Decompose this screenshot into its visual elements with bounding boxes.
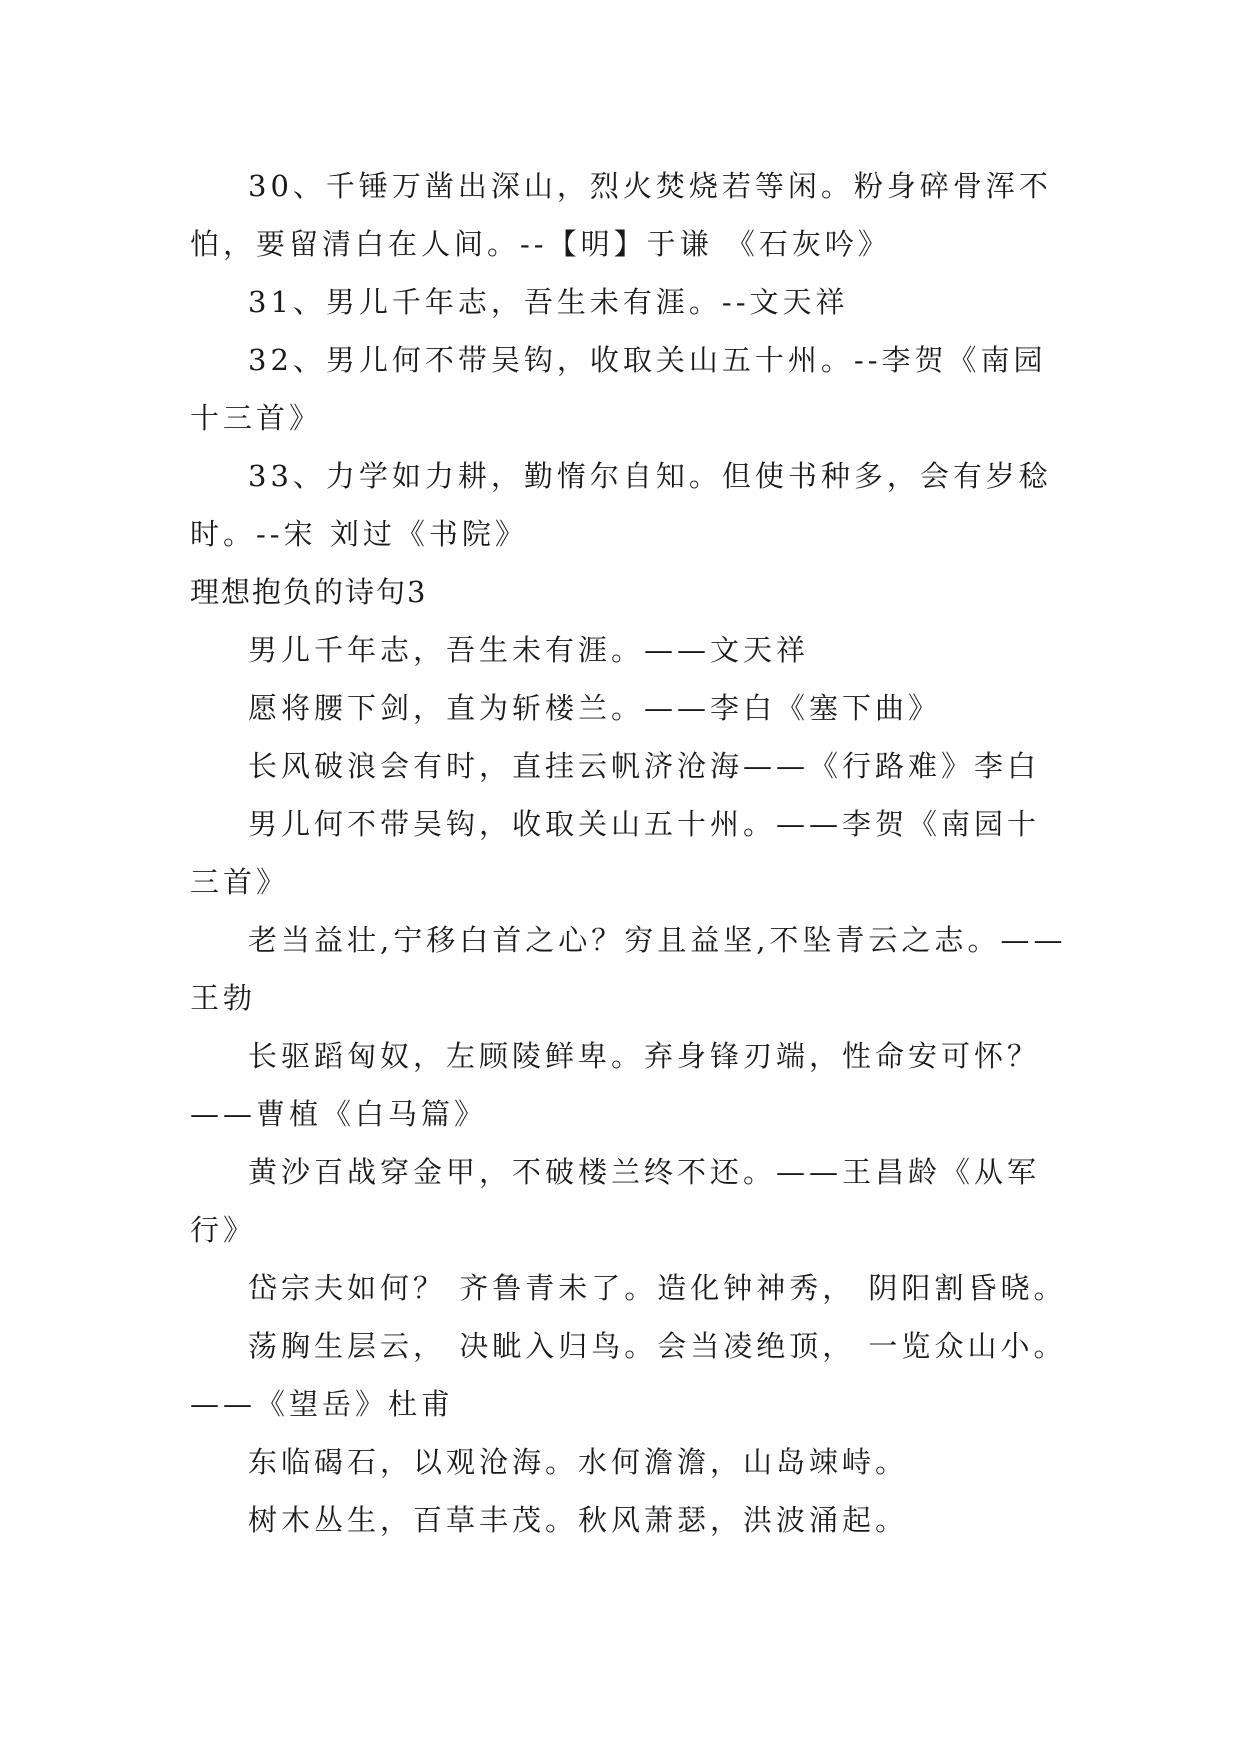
- quote-paragraph-32: 32、男儿何不带吴钩，收取关山五十州。--李贺《南园十三首》: [190, 343, 1047, 435]
- poem-line: 黄沙百战穿金甲，不破楼兰终不还。——王昌龄《从军行》: [190, 1155, 1041, 1247]
- quote-paragraph-31: 31、男儿千年志，吾生未有涯。--文天祥: [248, 285, 849, 319]
- poem-line: 老当益壮,宁移白首之心？穷且益坚,不坠青云之志。——王勃: [190, 923, 1067, 1015]
- poem-line: 男儿千年志，吾生未有涯。——文天祥: [248, 633, 810, 667]
- quote-paragraph-33: 33、力学如力耕，勤惰尔自知。但使书种多，会有岁稔时。--宋 刘过《书院》: [190, 459, 1052, 551]
- poem-line: 东临碣石，以观沧海。水何澹澹，山岛竦峙。: [248, 1445, 909, 1479]
- quote-paragraph-30: 30、千锤万凿出深山，烈火焚烧若等闲。粉身碎骨浑不怕，要留清白在人间。--【明】于谦 《石灰吟》: [190, 169, 1052, 261]
- poem-line: 长风破浪会有时，直挂云帆济沧海——《行路难》李白: [248, 749, 1041, 783]
- poem-line: 男儿何不带吴钩，收取关山五十州。——李贺《南园十三首》: [190, 807, 1041, 899]
- poem-line: 愿将腰下剑，直为斩楼兰。——李白《塞下曲》: [248, 691, 942, 725]
- poem-line: 岱宗夫如何？ 齐鲁青未了。造化钟神秀， 阴阳割昏晓。: [248, 1271, 1067, 1305]
- poem-line: 树木丛生，百草丰茂。秋风萧瑟，洪波涌起。: [248, 1503, 909, 1537]
- poem-line: 长驱蹈匈奴，左顾陵鲜卑。弃身锋刃端，性命安可怀？——曹植《白马篇》: [190, 1039, 1041, 1131]
- poem-line: 荡胸生层云， 决眦入归鸟。会当凌绝顶， 一览众山小。——《望岳》杜甫: [190, 1329, 1067, 1421]
- section-heading: 理想抱负的诗句3: [190, 575, 428, 609]
- document-body: [190, 157, 1070, 1549]
